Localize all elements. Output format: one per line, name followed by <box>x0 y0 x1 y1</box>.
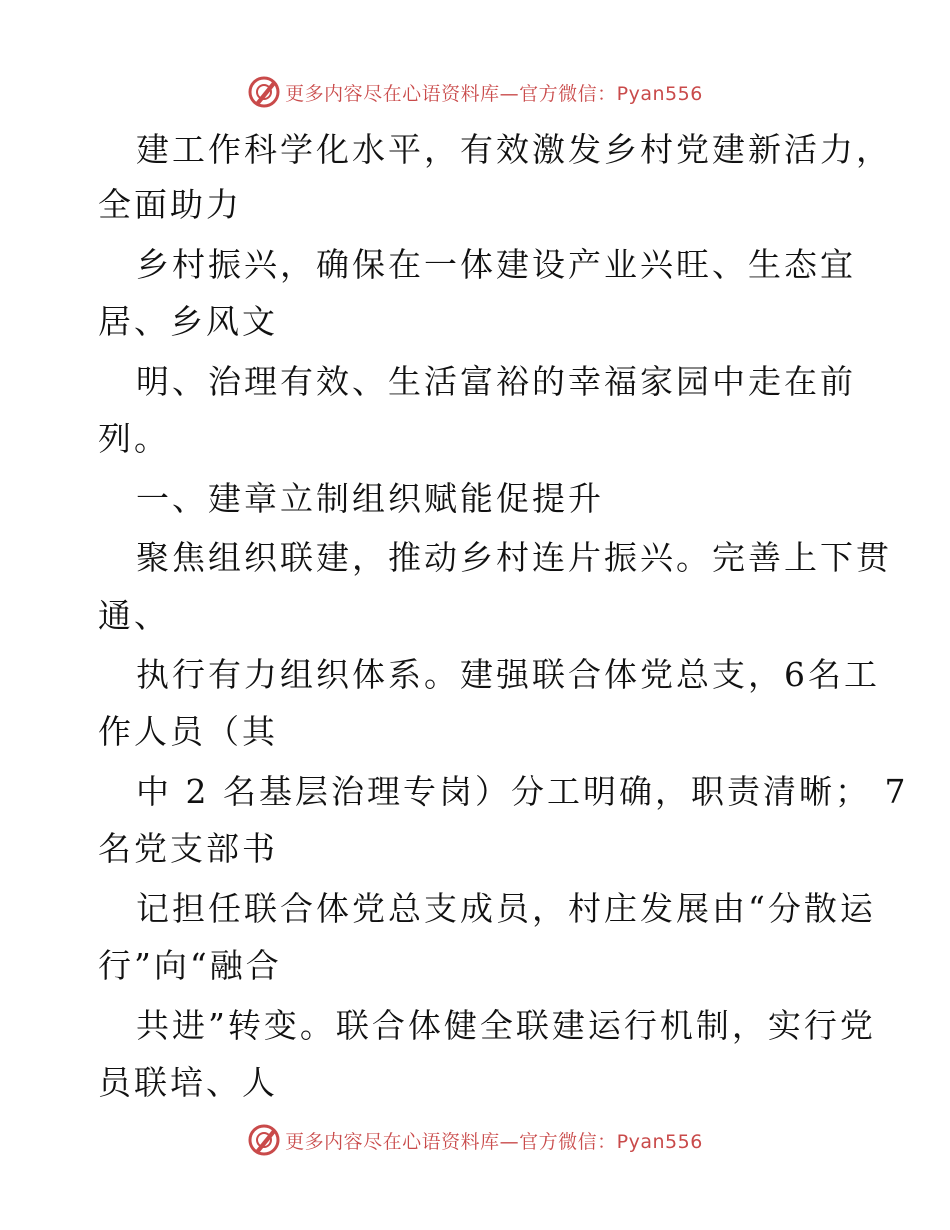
header-banner <box>0 72 950 112</box>
text-line: 通、 <box>98 596 170 635</box>
text-line: 建工作科学化水平，有效激发乡村党建新活力， <box>136 130 892 169</box>
brand-logo-icon <box>247 75 281 109</box>
text-line: 全面助力 <box>98 185 242 224</box>
text-line: 记担任联合体党总支成员，村庄发展由“分散运 <box>136 889 876 928</box>
brand-logo-icon <box>247 1123 281 1157</box>
text-line: 列。 <box>98 419 170 458</box>
text-line: 员联培、人 <box>98 1063 278 1102</box>
text-line: 行”向“融合 <box>98 946 282 985</box>
footer-banner <box>0 1120 950 1160</box>
text-line: 明、治理有效、生活富裕的幸福家园中走在前 <box>136 362 856 401</box>
section-heading: 一、建章立制组织赋能促提升 <box>136 479 604 518</box>
footer-banner-text: 更多内容尽在心语资料库—官方微信：Pyan556 <box>285 1130 703 1153</box>
text-line: 共进”转变。联合体健全联建运行机制，实行党 <box>136 1006 876 1045</box>
text-line: 名党支部书 <box>98 829 278 868</box>
text-line: 执行有力组织体系。建强联合体党总支，6名工 <box>136 655 880 694</box>
text-line: 乡村振兴，确保在一体建设产业兴旺、生态宜 <box>136 245 856 284</box>
text-line: 居、乡风文 <box>98 302 278 341</box>
text-line: 聚焦组织联建，推动乡村连片振兴。完善上下贯 <box>136 538 892 577</box>
text-line: 中 2 名基层治理专岗）分工明确，职责清晰； 7 <box>136 772 909 811</box>
header-banner-text: 更多内容尽在心语资料库—官方微信：Pyan556 <box>285 82 703 105</box>
text-line: 作人员（其 <box>98 712 278 751</box>
